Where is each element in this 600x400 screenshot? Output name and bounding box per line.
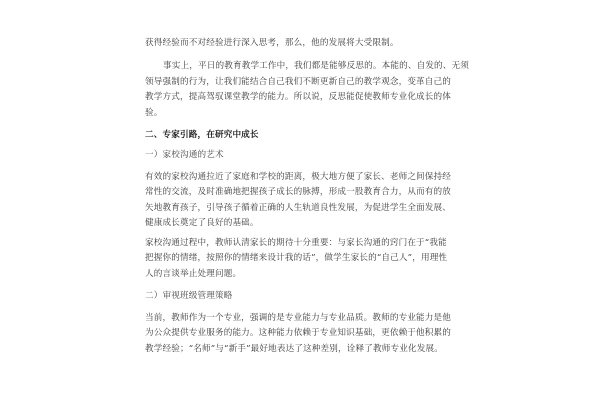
paragraph-line: 人的言谈举止处理问题。 <box>145 269 242 279</box>
paragraph-line: 教学经验；“名师”与“新手”最好地表达了这种差别，诠释了教师专业化发展。 <box>145 344 443 354</box>
paragraph-line: 常性的交流，及时准确地把握孩子成长的脉搏，形成一股教育合力，从而有的放 <box>145 187 452 197</box>
paragraph-line: 验。 <box>145 108 163 118</box>
paragraph-line: 矢地教育孩子，引导孩子循着正确的人生轨道良性发展，为促进学生全面发展、 <box>145 203 452 213</box>
paragraph-line: 健康成长奠定了良好的基础。 <box>145 218 259 228</box>
paragraph-line: 把握你的情绪，按照你的情绪来设计我的话”，做学生家长的“自己人”，用理性 <box>145 253 448 263</box>
paragraph-line: 有效的家校沟通拉近了家庭和学校的距离，极大地方便了家长、老师之间保持经 <box>145 172 452 182</box>
subsection-heading: 二）审视班级管理策略 <box>145 291 233 301</box>
section-heading: 二、专家引路，在研究中成长 <box>145 130 259 140</box>
paragraph-line: 获得经验而不对经验进行深入思考，那么，他的发展将大受限制。 <box>145 38 399 48</box>
subsection-heading: 一）家校沟通的艺术 <box>145 150 224 160</box>
paragraph-line: 教学方式，提高驾驭课堂教学的能力。所以说，反思能促使教师专业化成长的体 <box>145 92 452 102</box>
paragraph-line: 领导强制的行为，让我们能结合自己我们不断更新自己的教学观念，变革自己的 <box>145 77 452 87</box>
paragraph-line: 事实上，平日的教育教学工作中，我们都是能够反思的。本能的、自发的、无须 <box>163 61 470 71</box>
paragraph-line: 为公众提供专业服务的能力。这种能力依赖于专业知识基础，更依赖于他积累的 <box>145 328 452 338</box>
paragraph-line: 当前，教师作为一个专业，强调的是专业能力与专业品质。教师的专业能力是他 <box>145 313 452 323</box>
paragraph-line: 家校沟通过程中，教师认清家长的期待十分重要：与家长沟通的窍门在于“我能 <box>145 238 447 248</box>
